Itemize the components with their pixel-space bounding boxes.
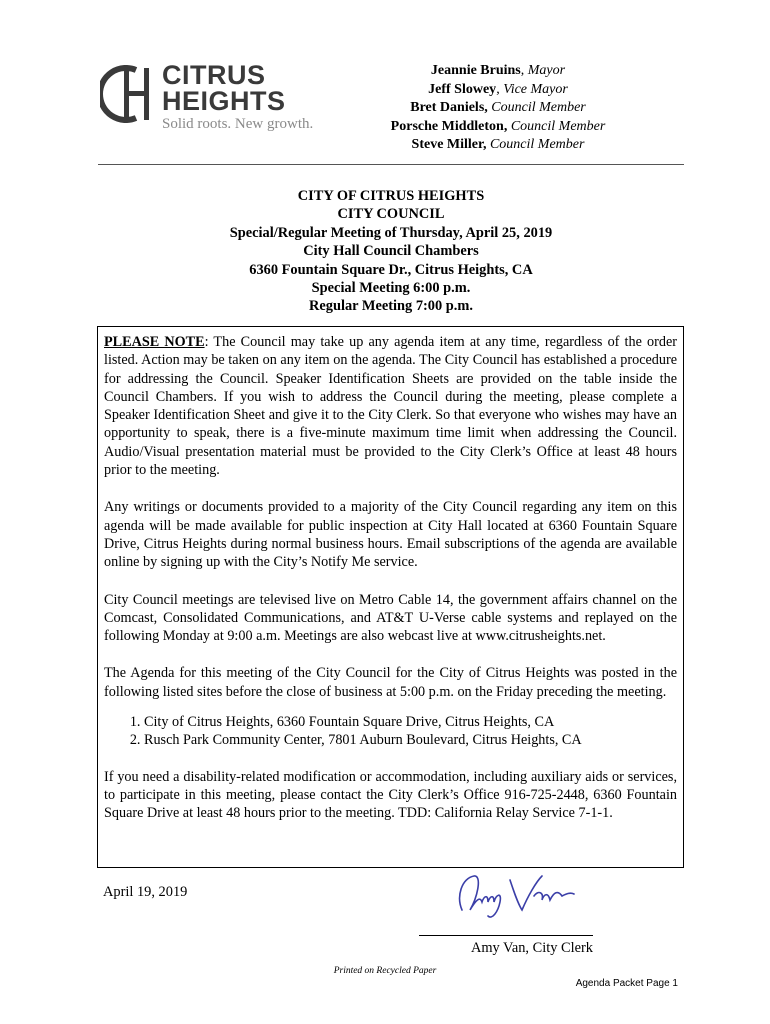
official-entry	[360, 99, 636, 118]
logo-tagline: Solid roots. New growth.	[162, 116, 314, 132]
signature-line	[419, 935, 593, 936]
signer-name: Amy Van, City Clerk	[470, 940, 593, 956]
council-officials	[360, 62, 636, 155]
official-entry: Jeff Slowey, Vice Mayor	[428, 81, 568, 97]
please-note-label: PLEASE NOTE	[104, 334, 205, 350]
page-number: Agenda Packet Page 1	[575, 978, 678, 989]
city-logo	[100, 62, 330, 134]
clerk-signature-image	[448, 866, 578, 926]
list-item: 1. City of Citrus Heights, 6360 Fountain Square Drive, Citrus Heights, CA	[144, 713, 677, 731]
list-item: 2. Rusch Park Community Center, 7801 Auburn Boulevard, Citrus Heights, CA	[144, 731, 677, 749]
official-entry: Jeannie Bruins, Mayor	[430, 63, 566, 78]
heading-location: City Hall Council Chambers	[303, 243, 479, 260]
official-entry	[360, 136, 636, 155]
official-role: Council Member	[491, 100, 586, 116]
official-name: Jeff Slowey	[428, 81, 497, 97]
official-entry	[360, 118, 636, 137]
official-name: Bret Daniels,	[410, 100, 488, 116]
logo-wordmark-line2: HEIGHTS	[162, 86, 286, 116]
notice-box	[97, 326, 684, 868]
official-name: Jeannie Bruins	[430, 63, 521, 78]
official-role: Mayor	[527, 63, 566, 78]
official-name: Porsche Middleton,	[390, 118, 508, 134]
heading-address: 6360 Fountain Square Dr., Citrus Heights, CA	[249, 261, 533, 278]
notice-text: : The Council may take up any agenda item at any time, regardless of the order listed. Action may be taken on any item on the agenda. The City Council has established a procedure for addressing the Council. Speaker Identification Sheets are provided on the table inside the Council Chambers. If you wish to address the Council during the meeting, please complete a Speaker Identification Sheet and give it to the City Clerk. So that everyone who wishes may have an opportunity to speak, there is a five-minute maximum time limit when addressing the Council. Audio/Visual presentation material must be provided to the City Clerk’s Office at least 48 hours prior to the meeting.	[104, 334, 677, 479]
recycled-paper-note: Printed on Recycled Paper	[333, 966, 437, 976]
heading-regular-time: Regular Meeting 7:00 p.m.	[308, 298, 473, 315]
notice-paragraph: City Council meetings are televised live on Metro Cable 14, the government affairs channel on the Comcast, Consolidated Communications, and AT&T U-Verse cable systems and replayed on the following Monday at 9:00 a.m. Meetings are also webcast live at www.citrusheights.net.	[104, 591, 677, 645]
citrus-heights-logo-icon	[100, 64, 160, 124]
heading-city: CITY OF CITRUS HEIGHTS	[297, 188, 485, 204]
logo-wordmark-line1: CITRUS	[162, 60, 266, 90]
heading-special-time: Special Meeting 6:00 p.m.	[311, 280, 471, 297]
official-role: Council Member	[489, 137, 585, 153]
header-divider	[98, 164, 684, 165]
posting-date: April 19, 2019	[103, 884, 188, 900]
heading-body: CITY COUNCIL	[337, 206, 445, 223]
notice-paragraph: Any writings or documents provided to a majority of the City Council regarding any item on this agenda will be made available for public inspection at City Hall located at 6360 Fountain Square Drive, Citrus Heights during normal business hours. Email subscriptions of the agenda are available online by signing up with the City’s Notify Me service.	[104, 499, 677, 571]
notice-paragraph	[104, 333, 677, 479]
official-role: Vice Mayor	[503, 81, 568, 97]
official-role: Council Member	[510, 118, 606, 134]
notice-paragraph: If you need a disability-related modification or accommodation, including auxiliary aids or services, to participate in this meeting, please contact the City Clerk’s Office 916-725-2448, 6360 Fountain Square Drive at least 48 hours prior to the meeting. TDD: California Relay Service 7-1-1.	[104, 768, 677, 822]
notice-paragraph: The Agenda for this meeting of the City Council for the City of Citrus Heights was posted in the following listed sites before the close of business at 5:00 p.m. on the Friday preceding the meeting.	[104, 665, 677, 700]
posting-sites-list	[104, 713, 677, 750]
heading-meeting-date: Special/Regular Meeting of Thursday, April 25, 2019	[229, 224, 553, 241]
meeting-heading	[98, 187, 684, 316]
official-name: Steve Miller,	[411, 137, 487, 153]
